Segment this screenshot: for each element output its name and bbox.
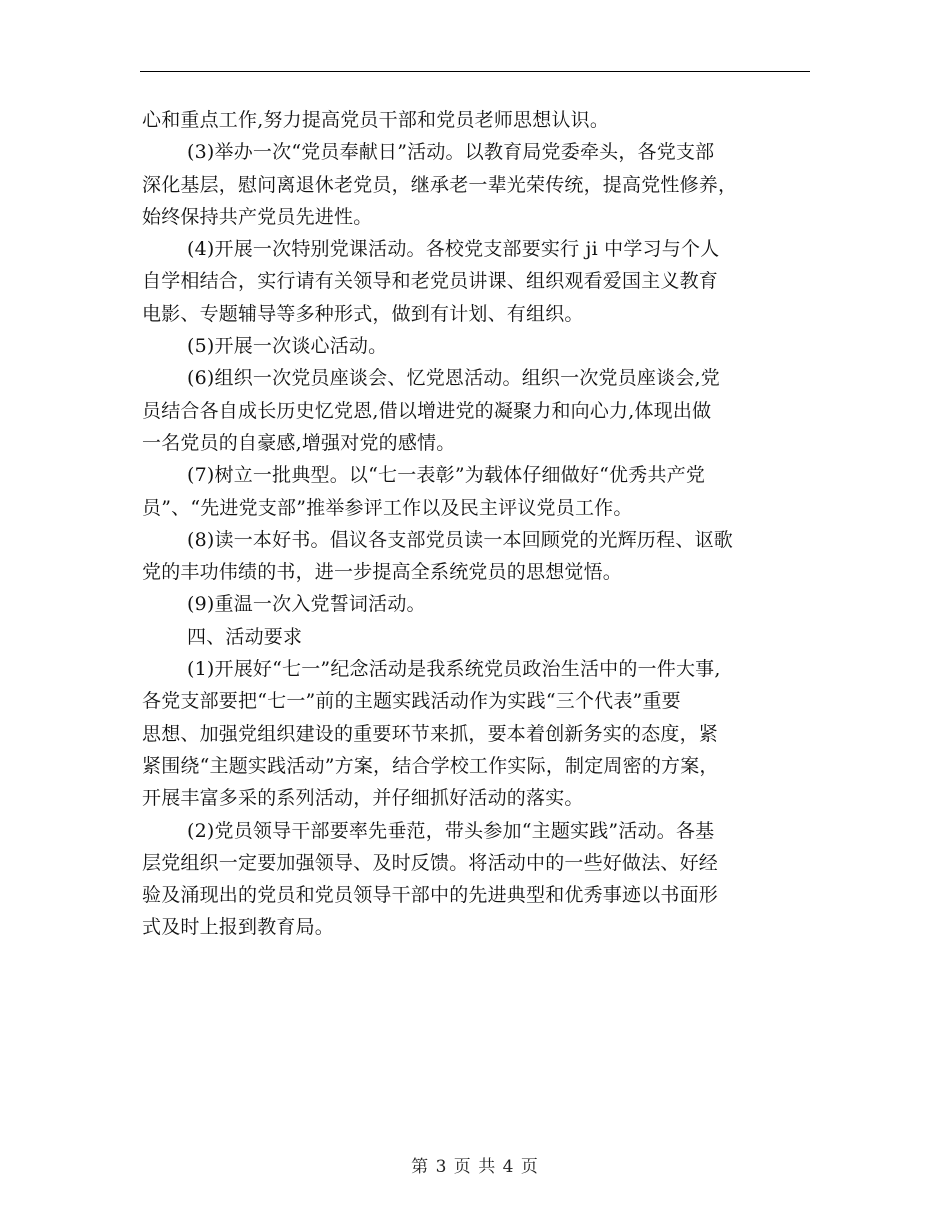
- text-line: (9)重温一次入党誓词活动。: [187, 593, 426, 616]
- text-line: 四、活动要求: [187, 625, 303, 648]
- text-line: 式及时上报到教育局。: [142, 916, 335, 939]
- text-line: (5)开展一次谈心活动。: [187, 335, 388, 358]
- text-line: (7)树立一批典型。以“七一表彰”为载体仔细做好“优秀共产党: [187, 464, 706, 487]
- text-line: 层党组织一定要加强领导、及时反馈。将活动中的一些好做法、好经: [142, 851, 719, 874]
- text-line: 电影、专题辅导等多种形式，做到有计划、有组织。: [142, 302, 584, 325]
- text-line: 党的丰功伟绩的书，进一步提高全系统党员的思想觉悟。: [142, 561, 623, 584]
- text-line: 验及涌现出的党员和党员领导干部中的先进典型和优秀事迹以书面形: [142, 884, 719, 907]
- text-line: 始终保持共产党员先进性。: [142, 205, 373, 228]
- text-line: 员”、“先进党支部”推举参评工作以及民主评议党员工作。: [142, 496, 633, 519]
- text-line: 开展丰富多采的系列活动，并仔细抓好活动的落实。: [142, 787, 584, 810]
- text-line: 思想、加强党组织建设的重要环节来抓，要本着创新务实的态度，紧: [142, 722, 719, 745]
- text-line: (2)党员领导干部要率先垂范，带头参加“主题实践”活动。各基: [187, 819, 715, 842]
- text-line: (4)开展一次特别党课活动。各校党支部要实行 ji 中学习与个人: [187, 238, 720, 261]
- text-line: 自学相结合，实行请有关领导和老党员讲课、组织观看爱国主义教育: [142, 270, 719, 293]
- document-body: [142, 104, 822, 944]
- text-line: 一名党员的自豪感,增强对党的感情。: [142, 431, 456, 454]
- header-rule: [140, 71, 810, 72]
- text-line: 各党支部要把“七一”前的主题实践活动作为实践“三个代表”重要: [142, 690, 681, 713]
- text-line: 深化基层，慰问离退休老党员，继承老一辈光荣传统，提高党性修养，: [142, 173, 738, 196]
- text-line: (8)读一本好书。倡议各支部党员读一本回顾党的光辉历程、讴歌: [187, 528, 733, 551]
- text-line: 紧围绕“主题实践活动”方案，结合学校工作实际，制定周密的方案，: [142, 754, 719, 777]
- text-line: (3)举办一次“党员奉献日”活动。以教育局党委牵头，各党支部: [187, 141, 715, 164]
- text-line: 心和重点工作,努力提高党员干部和党员老师思想认识。: [142, 109, 610, 131]
- text-line: 员结合各自成长历史忆党恩,借以增进党的凝聚力和向心力,体现出做: [142, 399, 712, 422]
- page-number: 第 3 页 共 4 页: [411, 1157, 539, 1177]
- text-line: (1)开展好“七一”纪念活动是我系统党员政治生活中的一件大事,: [187, 658, 721, 681]
- text-line: (6)组织一次党员座谈会、忆党恩活动。组织一次党员座谈会,党: [187, 367, 720, 390]
